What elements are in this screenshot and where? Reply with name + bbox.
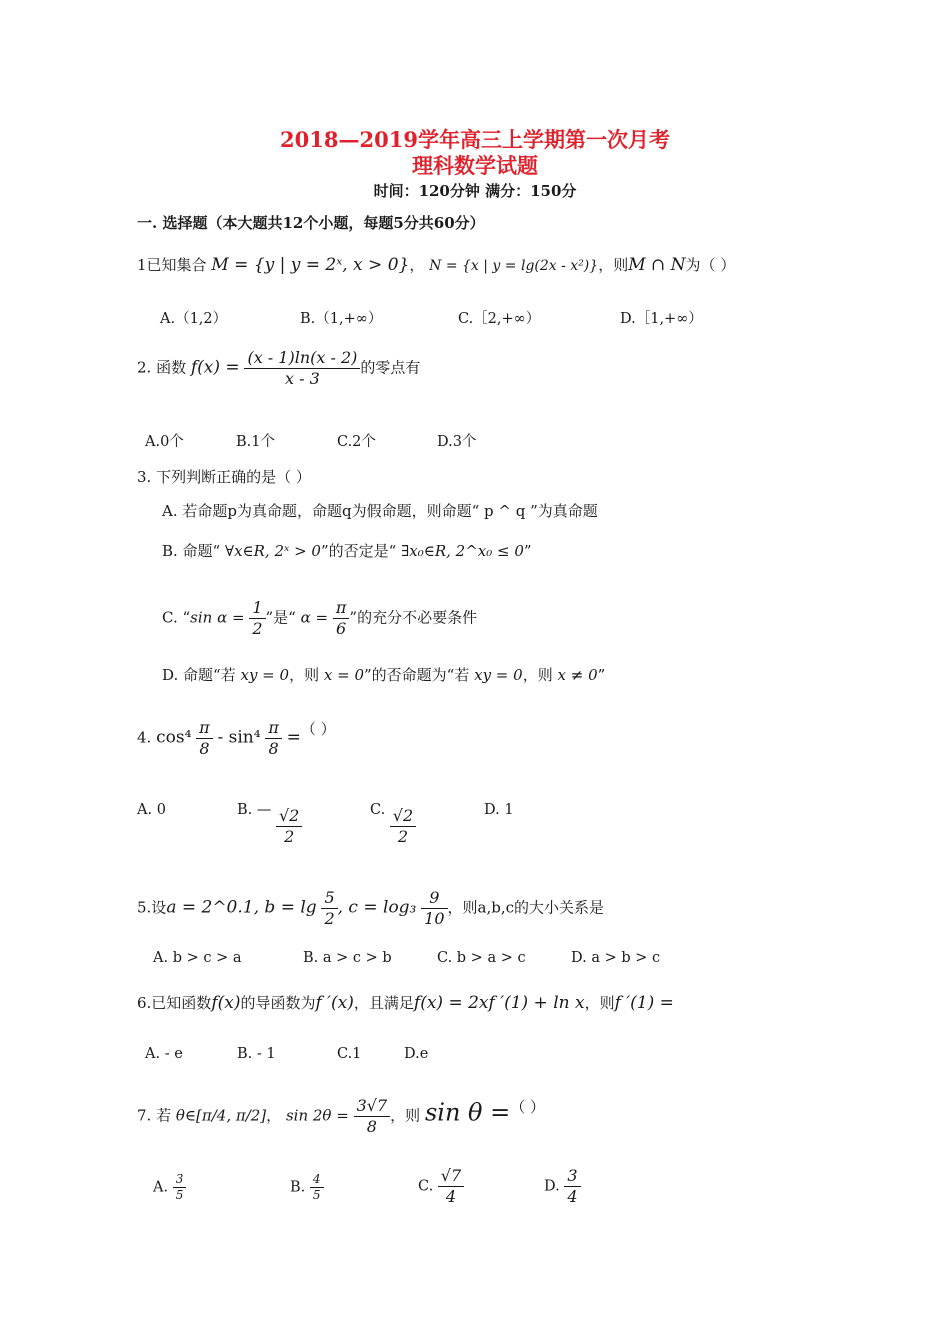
q6-mid3: ，则 <box>584 994 615 1012</box>
q7-a-fraction <box>173 1172 187 1203</box>
q4-paren: （ ） <box>300 720 336 738</box>
q3-d-e1: xy = 0 <box>240 666 290 684</box>
q4-c-label: C. <box>370 802 386 818</box>
q5-b-num: 5 <box>321 888 337 909</box>
q2-prefix: 2. 函数 <box>137 358 187 377</box>
q4-b-num: √2 <box>276 806 302 827</box>
q7-fraction <box>354 1096 391 1137</box>
q5-prefix: 5.设 <box>137 898 167 917</box>
q4-prefix: 4. <box>137 728 152 747</box>
q4-eq: = <box>286 727 301 748</box>
q1-option-a[interactable]: A.（1,2） <box>160 311 228 327</box>
q5-option-b[interactable]: B. a > c > b <box>303 950 392 966</box>
q3-d-end: ” <box>597 666 606 684</box>
q7-option-b[interactable] <box>290 1172 324 1203</box>
q7-d-den: 4 <box>567 1187 578 1206</box>
q7-d-num: 3 <box>564 1166 580 1187</box>
q4-option-b[interactable] <box>237 802 302 847</box>
q3-b-prefix: B. 命题“ <box>162 542 221 560</box>
q3-b-mid: ”的否定是“ <box>320 542 397 560</box>
q1-suffix: 为（ ） <box>685 256 736 274</box>
q6-eq: f(x) = 2xf ′(1) + ln x <box>413 993 585 1013</box>
q6-f: f(x) <box>211 993 241 1013</box>
q3-d-m2: ”的否命题为“若 <box>363 666 470 684</box>
q2-option-c[interactable]: C.2个 <box>337 434 376 450</box>
q4-c-num: √2 <box>390 806 416 827</box>
q5-option-d[interactable]: D. a > b > c <box>571 950 661 966</box>
question-1 <box>137 254 735 275</box>
q7-num: 3√7 <box>354 1096 391 1117</box>
q7-c-fraction <box>438 1166 464 1207</box>
q2-fraction <box>244 348 360 389</box>
question-4 <box>137 718 336 759</box>
q3-c-lhs2: α = <box>300 608 329 627</box>
q4-c-fraction <box>390 806 416 847</box>
q4-eight: 8 <box>199 739 210 758</box>
q7-option-c[interactable] <box>418 1166 464 1207</box>
q7-a-num: 3 <box>173 1172 187 1188</box>
q1-prefix: 1已知集合 <box>137 256 207 274</box>
q6-option-b[interactable]: B. - 1 <box>237 1046 276 1062</box>
q7-mid: ，则 <box>390 1106 421 1125</box>
exam-subtitle: 理科数学试题 <box>412 153 538 178</box>
q4-fraction1 <box>196 718 213 759</box>
q7-c-den: 4 <box>445 1187 457 1206</box>
q3-c-fraction <box>249 598 265 639</box>
q3-c-suffix: ”的充分不必要条件 <box>349 608 478 627</box>
question-6 <box>137 992 674 1013</box>
q4-b-fraction <box>276 806 302 847</box>
question-2 <box>137 348 420 389</box>
q6-ask: f ′(1) = <box>614 993 674 1013</box>
q7-theta: θ∈[π/4, π/2] <box>175 1106 267 1125</box>
q2-option-b[interactable]: B.1个 <box>236 434 275 450</box>
q4-option-a[interactable]: A. 0 <box>137 802 166 818</box>
q3-c-num2: π <box>333 598 350 619</box>
q1-option-c[interactable]: C.［2,+∞） <box>458 311 541 327</box>
q1-set-m: M = {y | y = 2ˣ, x > 0} <box>211 255 410 275</box>
q6-option-d[interactable]: D.e <box>404 1046 429 1062</box>
q1-option-b[interactable]: B.（1,+∞） <box>300 311 383 327</box>
q7-sin2: sin 2θ = <box>285 1106 349 1125</box>
q7-option-d[interactable] <box>544 1166 581 1207</box>
q7-prefix: 7. 若 <box>137 1106 172 1125</box>
q3-c-num: 1 <box>249 598 265 619</box>
q4-c-den: 2 <box>397 827 409 846</box>
q7-ask: sin θ = <box>424 1098 511 1127</box>
q3-d-e4: x ≠ 0 <box>557 666 598 684</box>
q6-fp: f ′(x) <box>315 993 354 1013</box>
q4-minus-sin: - sin⁴ <box>217 727 261 748</box>
q7-c-num: √7 <box>438 1166 464 1187</box>
q1-sep: ， <box>409 256 425 274</box>
q7-den: 8 <box>366 1117 377 1136</box>
q3-d-e3: xy = 0 <box>474 666 523 684</box>
q3-option-c[interactable] <box>162 598 477 639</box>
q3-d-m3: ，则 <box>522 666 553 684</box>
q1-expr: M ∩ N <box>628 255 686 275</box>
q3-b-expr2: ∃x₀∈R, 2^x₀ ≤ 0 <box>401 542 524 560</box>
q2-suffix: 的零点有 <box>360 358 421 377</box>
exam-title: 2018—2019学年高三上学期第一次月考 <box>280 127 670 152</box>
q3-option-d[interactable] <box>162 664 605 685</box>
q1-set-n: N = {x | y = lg(2x - x²)} <box>429 258 599 274</box>
q7-b-label: B. <box>290 1179 306 1196</box>
q6-mid2: ，且满足 <box>353 994 414 1012</box>
q1-option-d[interactable]: D.［1,+∞） <box>620 311 703 327</box>
q4-cos: cos⁴ <box>156 727 192 748</box>
q4-b-den: 2 <box>284 827 295 846</box>
q3-d-m1: ，则 <box>289 666 320 684</box>
q2-denominator: x - 3 <box>285 369 320 388</box>
q3-b-expr1: ∀x∈R, 2ˣ > 0 <box>225 542 321 560</box>
time-info: 时间：120分钟 满分：150分 <box>373 182 577 200</box>
q5-b-den: 2 <box>324 909 335 928</box>
q5-c-den: 10 <box>424 909 445 928</box>
q7-option-a[interactable] <box>153 1172 186 1203</box>
q3-d-prefix: D. 命题“若 <box>162 666 236 684</box>
q7-a-label: A. <box>153 1179 169 1196</box>
q3-c-den: 2 <box>252 619 263 638</box>
q3-option-b[interactable] <box>162 540 532 561</box>
question-3-stem: 3. 下列判断正确的是（ ） <box>137 468 311 486</box>
q5-c-expr: , c = log₃ <box>337 897 417 918</box>
q4-fraction2 <box>265 718 282 759</box>
q3-c-fraction2 <box>333 598 350 639</box>
q5-c-num: 9 <box>421 888 447 909</box>
q3-option-a[interactable]: A. 若命题p为真命题，命题q为假命题，则命题“ p ^ q ”为真命题 <box>162 502 598 520</box>
q3-d-e2: x = 0 <box>323 666 364 684</box>
q7-a-den: 5 <box>175 1188 184 1202</box>
q4-pi2: π <box>265 718 282 739</box>
q6-option-c[interactable]: C.1 <box>337 1046 362 1062</box>
q5-c-fraction <box>421 888 447 929</box>
q2-option-d[interactable]: D.3个 <box>437 434 477 450</box>
q4-option-d[interactable]: D. 1 <box>484 802 514 818</box>
question-7 <box>137 1096 545 1137</box>
q5-suffix: ，则a,b,c的大小关系是 <box>447 898 604 917</box>
q6-mid1: 的导函数为 <box>240 994 316 1012</box>
q5-b-fraction <box>321 888 337 929</box>
q7-sep: ， <box>266 1106 282 1125</box>
q1-mid: ，则 <box>598 256 629 274</box>
q6-option-a[interactable]: A. - e <box>145 1046 183 1062</box>
q6-prefix: 6.已知函数 <box>137 994 212 1012</box>
q3-c-mid: ”是“ <box>265 608 296 627</box>
q4-pi: π <box>196 718 213 739</box>
q4-eight2: 8 <box>268 739 279 758</box>
q7-b-fraction <box>310 1172 324 1203</box>
q2-option-a[interactable]: A.0个 <box>145 434 184 450</box>
q5-a-expr: a = 2^0.1, b = lg <box>166 897 317 918</box>
q3-c-prefix: C. “ <box>162 608 191 627</box>
q7-d-fraction <box>564 1166 580 1207</box>
q7-b-den: 5 <box>312 1188 321 1202</box>
q4-b-label: B. — <box>237 802 272 818</box>
q5-option-a[interactable]: A. b > c > a <box>153 950 242 966</box>
q3-b-suffix: ” <box>523 542 532 560</box>
q7-c-label: C. <box>418 1178 434 1195</box>
q3-c-den2: 6 <box>336 619 347 638</box>
q7-d-label: D. <box>544 1178 560 1195</box>
question-5 <box>137 888 604 929</box>
q3-c-lhs: sin α = <box>190 608 245 627</box>
q7-b-num: 4 <box>310 1172 324 1188</box>
q7-paren: （ ） <box>510 1098 545 1116</box>
q2-lhs: f(x) = <box>190 357 240 378</box>
q5-option-c[interactable]: C. b > a > c <box>437 950 526 966</box>
q2-numerator: (x - 1)ln(x - 2) <box>244 348 360 369</box>
q4-option-c[interactable] <box>370 802 416 847</box>
section-heading: 一. 选择题（本大题共12个小题，每题5分共60分） <box>137 214 485 232</box>
